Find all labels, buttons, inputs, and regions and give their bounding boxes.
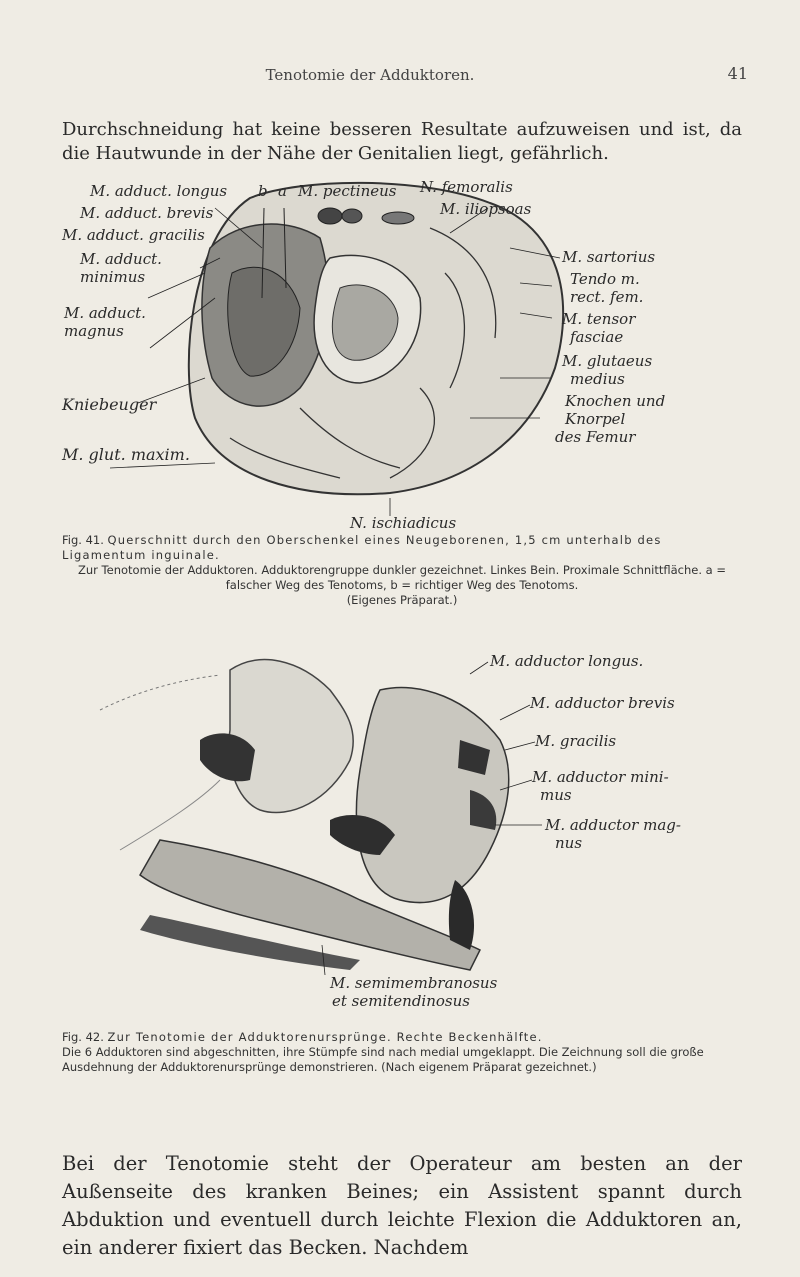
label-semimembranosus-2: et semitendinosus [332, 992, 470, 1010]
label-tendo-1: Tendo m. [570, 270, 640, 288]
label-semimembranosus-1: M. semimembranosus [330, 974, 498, 992]
label-adduct-longus: M. adduct. longus [90, 182, 228, 200]
label-glut-maxim: M. glut. maxim. [62, 445, 190, 464]
label-knochen-2: Knorpel [565, 410, 626, 428]
label-longus: M. adductor longus. [490, 652, 644, 670]
label-tendo-2: rect. fem. [570, 288, 644, 306]
pubic-area [356, 687, 508, 902]
paragraph-top: Durchschneidung hat keine besseren Resultate aufzuweisen und ist, da die Hautwunde in der Nähe der Genitalien liegt, gefährlich. [62, 119, 742, 164]
label-adduct-minimus-1: M. adduct. [80, 250, 162, 268]
label-b: b [258, 182, 268, 200]
label-pectineus: M. pectineus [298, 182, 397, 200]
caption-fig-41-source: (Eigenes Präparat.) [346, 593, 458, 607]
caption-fig-41 [62, 533, 742, 608]
label-knochen-1: Knochen und [565, 392, 666, 410]
label-adduct-gracilis: M. adduct. gracilis [62, 226, 205, 244]
label-adduct-brevis: M. adduct. brevis [80, 204, 214, 222]
caption-fig-42 [62, 1030, 742, 1075]
caption-fig-42-number: Fig. 42. [62, 1030, 104, 1044]
figure-41-cross-section [0, 178, 800, 533]
label-magnus-1: M. adductor mag- [545, 816, 681, 834]
label-adduct-magnus-2: magnus [64, 322, 124, 340]
label-glutaeus-1: M. glutaeus [562, 352, 653, 370]
pelvis-upper [229, 660, 353, 813]
label-sartorius: M. sartorius [562, 248, 656, 266]
label-magnus-2: nus [555, 834, 583, 852]
label-adduct-magnus-1: M. adduct. [64, 304, 146, 322]
label-minimus-1: M. adductor mini- [532, 768, 669, 786]
label-kniebeuger: Kniebeuger [62, 395, 157, 414]
label-glutaeus-2: medius [570, 370, 625, 388]
label-brevis: M. adductor brevis [530, 694, 675, 712]
caption-fig-41-title: Querschnitt durch den Oberschenkel eines Neugeborenen, 1,5 cm unterhalb des Ligamentum inguinale. [62, 533, 662, 562]
figure-42-pelvis [0, 650, 800, 1020]
label-tensor-2: fasciae [570, 328, 624, 346]
label-femoralis: N. femoralis [420, 178, 513, 196]
dark-stump-5 [449, 880, 474, 950]
caption-fig-41-body: Zur Tenotomie der Adduktoren. Adduktorengruppe dunkler gezeichnet. Linkes Bein. Proximale Schnittfläche. a = falscher Weg des Tenotoms, b = richtiger Weg des Tenotoms. [78, 563, 726, 592]
label-minimus-2: mus [540, 786, 572, 804]
label-gracilis: M. gracilis [535, 732, 617, 750]
paragraph-bottom: Bei der Tenotomie steht der Operateur am besten an der Außenseite des kranken Beines; ein Assistent spannt durch Abduktion und eventuell durch leichte Flexion die Adduktoren an, ein anderer fixiert das Becken. Nachdem [62, 1152, 742, 1259]
label-a: a [278, 182, 287, 200]
label-adduct-minimus-2: minimus [80, 268, 146, 286]
label-ischiadicus: N. ischiadicus [350, 514, 457, 532]
caption-fig-42-body: Die 6 Adduktoren sind abgeschnitten, ihre Stümpfe sind nach medial umgeklappt. Die Zeichnung soll die große Ausdehnung der Adduktorenursprünge demonstrieren. (Nach eigenem Präparat gezeichnet.) [62, 1045, 704, 1074]
vessel-1 [318, 208, 342, 224]
caption-fig-42-title: Zur Tenotomie der Adduktorenursprünge. Rechte Beckenhälfte. [107, 1030, 543, 1044]
caption-fig-41-number: Fig. 41. [62, 533, 104, 547]
running-head: Tenotomie der Adduktoren. [265, 66, 475, 84]
label-tensor-1: M. tensor [562, 310, 636, 328]
page-number: 41 [727, 64, 748, 83]
vessel-2 [342, 209, 362, 223]
label-knochen-3: des Femur [555, 428, 636, 446]
vessel-3 [382, 212, 414, 224]
label-iliopsoas: M. iliopsoas [440, 200, 532, 218]
